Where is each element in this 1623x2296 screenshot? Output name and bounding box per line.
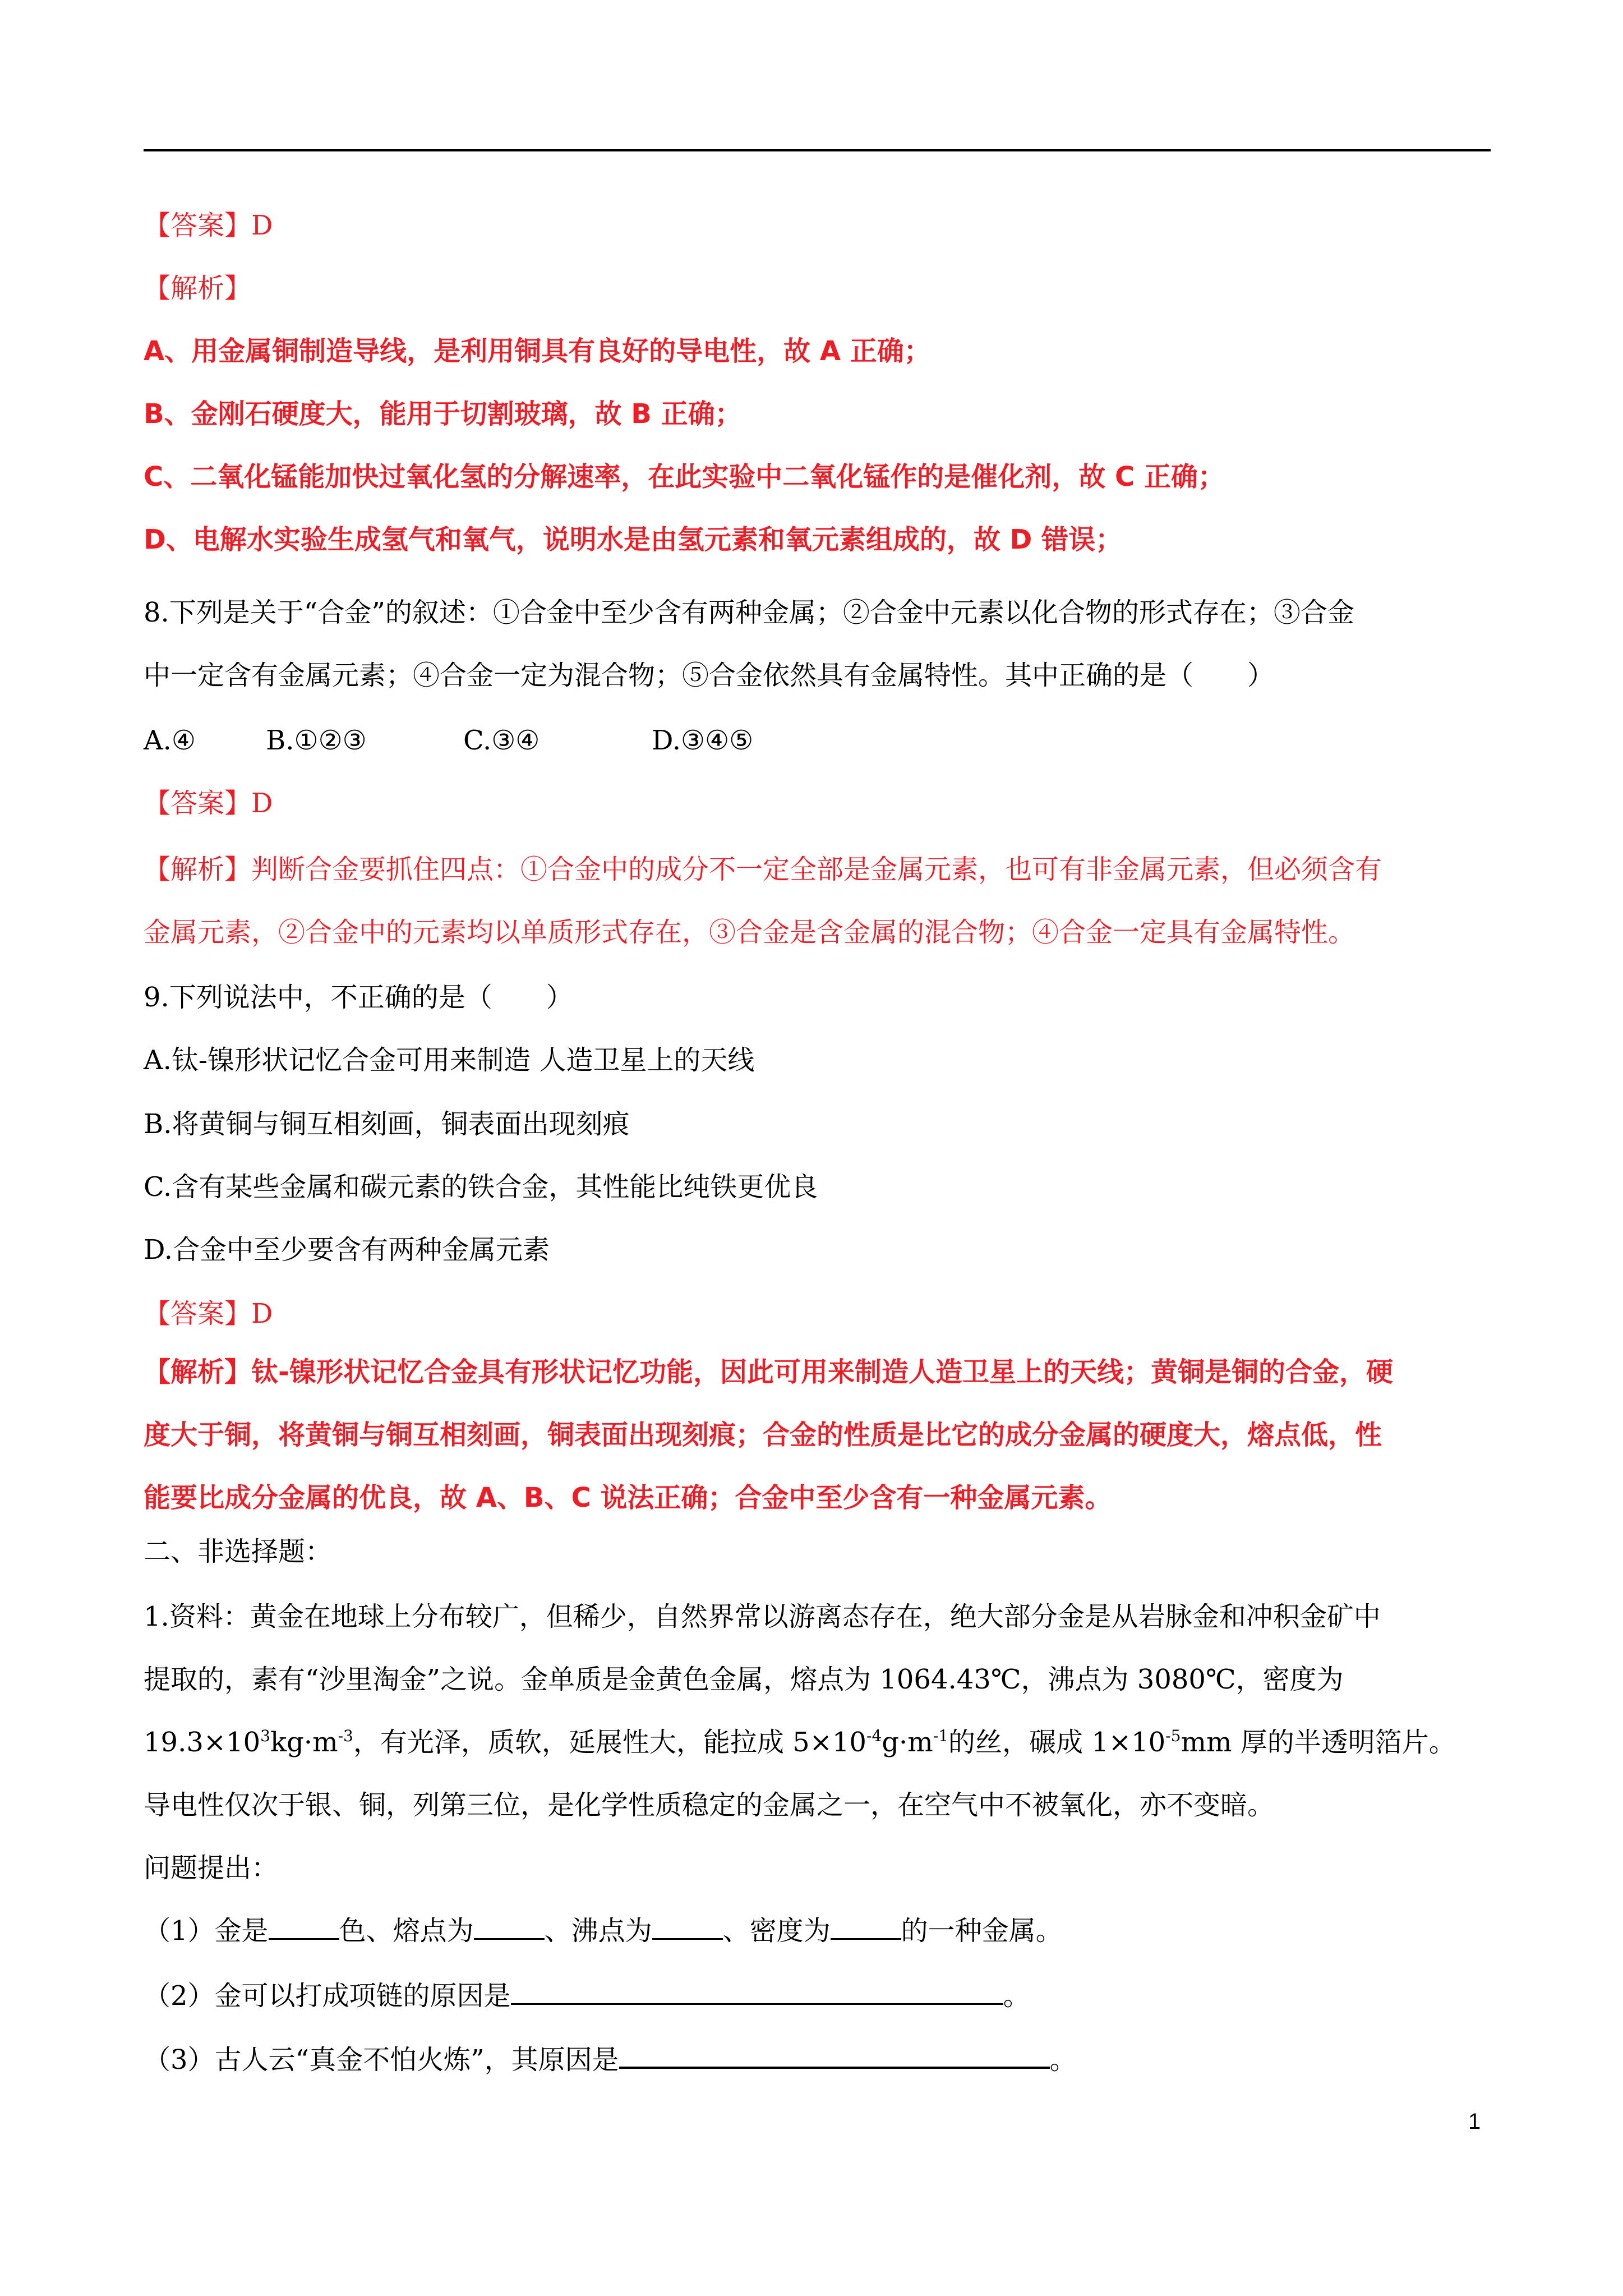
superscript: -5 — [1165, 1727, 1181, 1745]
passage-text: mm 厚的半透明箔片。 — [1181, 1727, 1456, 1758]
q9-answer-line — [144, 1296, 1501, 1332]
answer-label: 【答案】 — [144, 788, 252, 819]
q8-analysis-line-1 — [144, 852, 1501, 887]
sub-question-number: （2） — [144, 1980, 215, 2012]
q8-answer-line — [144, 785, 1501, 821]
superscript: 3 — [260, 1727, 270, 1745]
answer-value: D — [251, 788, 273, 819]
unit: g·m — [882, 1727, 933, 1758]
blank-color[interactable] — [269, 1913, 339, 1940]
question-text: 。 — [1049, 2044, 1077, 2076]
answer-value: D — [251, 1298, 273, 1329]
q8-stem-line-2: 中一定含有金属元素；④合金一定为混合物；⑤合金依然具有金属特性。其中正确的是（ ） — [144, 660, 1275, 691]
question-text: 、沸点为 — [544, 1915, 652, 1947]
section-heading: 二、非选择题： — [144, 1536, 333, 1567]
question-text: 金可以打成项链的原因是 — [214, 1980, 511, 2012]
q8-option-d: D.③④⑤ — [652, 725, 754, 756]
q8-option-a: A.④ — [144, 725, 196, 756]
q9-analysis-line-2: 度大于铜，将黄铜与铜互相刻画，铜表面出现刻痕；合金的性质是比它的成分金属的硬度大，熔点低，性 — [144, 1419, 1382, 1451]
answer-value: D — [251, 210, 273, 241]
prev-analysis-label — [144, 270, 1501, 306]
analysis-label: 【解析】 — [144, 854, 252, 885]
q9-analysis-line-1 — [144, 1354, 1501, 1390]
q8-option-b: B.①②③ — [266, 725, 367, 756]
passage-line-1: 1.资料：黄金在地球上分布较广，但稀少，自然界常以游离态存在，绝大部分金是从岩脉金和冲积金矿中 — [144, 1601, 1381, 1632]
analysis-line-a: A、用金属铜制造导线，是利用铜具有良好的导电性，故 A 正确； — [144, 335, 931, 367]
passage-line-2: 提取的，素有“沙里淘金”之说。金单质是金黄色金属，熔点为 1064.43℃，沸点为 3080℃，密度为 — [144, 1664, 1344, 1695]
q8-analysis-text: 判断合金要抓住四点：①合金中的成分不一定全部是金属元素，也可有非金属元素，但必须含有 — [251, 854, 1382, 885]
blank-density[interactable] — [831, 1913, 901, 1940]
passage-line-4: 导电性仅次于银、铜，列第三位，是化学性质稳定的金属之一，在空气中不被氧化，亦不变暗。 — [144, 1789, 1275, 1821]
q9-option-c: C.含有某些金属和碳元素的铁合金，其性能比纯铁更优良 — [144, 1171, 818, 1203]
analysis-line-d: D、电解水实验生成氢气和氧气，说明水是由氢元素和氧元素组成的，故 D 错误； — [144, 524, 1123, 555]
superscript: -1 — [933, 1727, 949, 1745]
superscript: -3 — [338, 1727, 353, 1745]
passage-line-3 — [144, 1724, 1501, 1760]
sub-question-number: （3） — [144, 2044, 215, 2076]
question-text: 、密度为 — [722, 1915, 831, 1947]
unit: kg·m — [270, 1727, 338, 1758]
q9-option-b: B.将黄铜与铜互相刻画，铜表面出现刻痕 — [144, 1108, 630, 1140]
q9-analysis-text: 钛-镍形状记忆合金具有形状记忆功能，因此可用来制造人造卫星上的天线；黄铜是铜的合金，硬 — [251, 1356, 1393, 1388]
page-number: 1 — [1468, 2109, 1481, 2134]
superscript: -4 — [866, 1727, 882, 1745]
q8-stem-line-1: 8.下列是关于“合金”的叙述：①合金中至少含有两种金属；②合金中元素以化合物的形式存在；③合金 — [144, 597, 1354, 628]
question-text: 古人云“真金不怕火炼”，其原因是 — [214, 2044, 619, 2076]
blank-necklace-reason[interactable] — [511, 1978, 1003, 2005]
blank-boiling-point[interactable] — [652, 1913, 723, 1940]
sub-question-2 — [144, 1978, 1501, 2014]
problem-heading: 问题提出： — [144, 1852, 279, 1884]
answer-label: 【答案】 — [144, 210, 252, 241]
question-text: 金是 — [214, 1915, 269, 1947]
blank-fire-reason[interactable] — [619, 2042, 1050, 2069]
q8-option-c: C.③④ — [463, 725, 540, 756]
question-text: 。 — [1003, 1980, 1030, 2012]
analysis-label: 【解析】 — [144, 273, 252, 304]
sub-question-1 — [144, 1913, 1501, 1949]
density-value: 19.3×10 — [144, 1727, 261, 1758]
prev-answer-line — [144, 208, 1501, 243]
q9-option-a: A.钛-镍形状记忆合金可用来制造 人造卫星上的天线 — [144, 1045, 755, 1076]
passage-text: 的丝，碾成 1×10 — [948, 1727, 1166, 1758]
blank-melting-point[interactable] — [474, 1913, 545, 1940]
analysis-line-b: B、金刚石硬度大，能用于切割玻璃，故 B 正确； — [144, 398, 742, 430]
q9-analysis-line-3: 能要比成分金属的优良，故 A、B、C 说法正确；合金中至少含有一种金属元素。 — [144, 1482, 1112, 1513]
question-text: 的一种金属。 — [901, 1915, 1063, 1947]
sub-question-3 — [144, 2042, 1501, 2078]
analysis-line-c: C、二氧化锰能加快过氧化氢的分解速率，在此实验中二氧化锰作的是催化剂，故 C 正确； — [144, 461, 1225, 493]
q9-stem: 9.下列说法中，不正确的是（ ） — [144, 982, 573, 1013]
header-rule — [144, 149, 1491, 151]
q9-option-d: D.合金中至少要含有两种金属元素 — [144, 1234, 550, 1266]
analysis-label: 【解析】 — [144, 1356, 252, 1388]
sub-question-number: （1） — [144, 1915, 215, 1947]
passage-text: ，有光泽，质软，延展性大，能拉成 5×10 — [353, 1727, 866, 1758]
answer-label: 【答案】 — [144, 1298, 252, 1329]
q8-options — [144, 723, 1501, 758]
q8-analysis-line-2: 金属元素，②合金中的元素均以单质形式存在，③合金是含金属的混合物；④合金一定具有金属特性。 — [144, 917, 1355, 948]
question-text: 色、熔点为 — [339, 1915, 474, 1947]
